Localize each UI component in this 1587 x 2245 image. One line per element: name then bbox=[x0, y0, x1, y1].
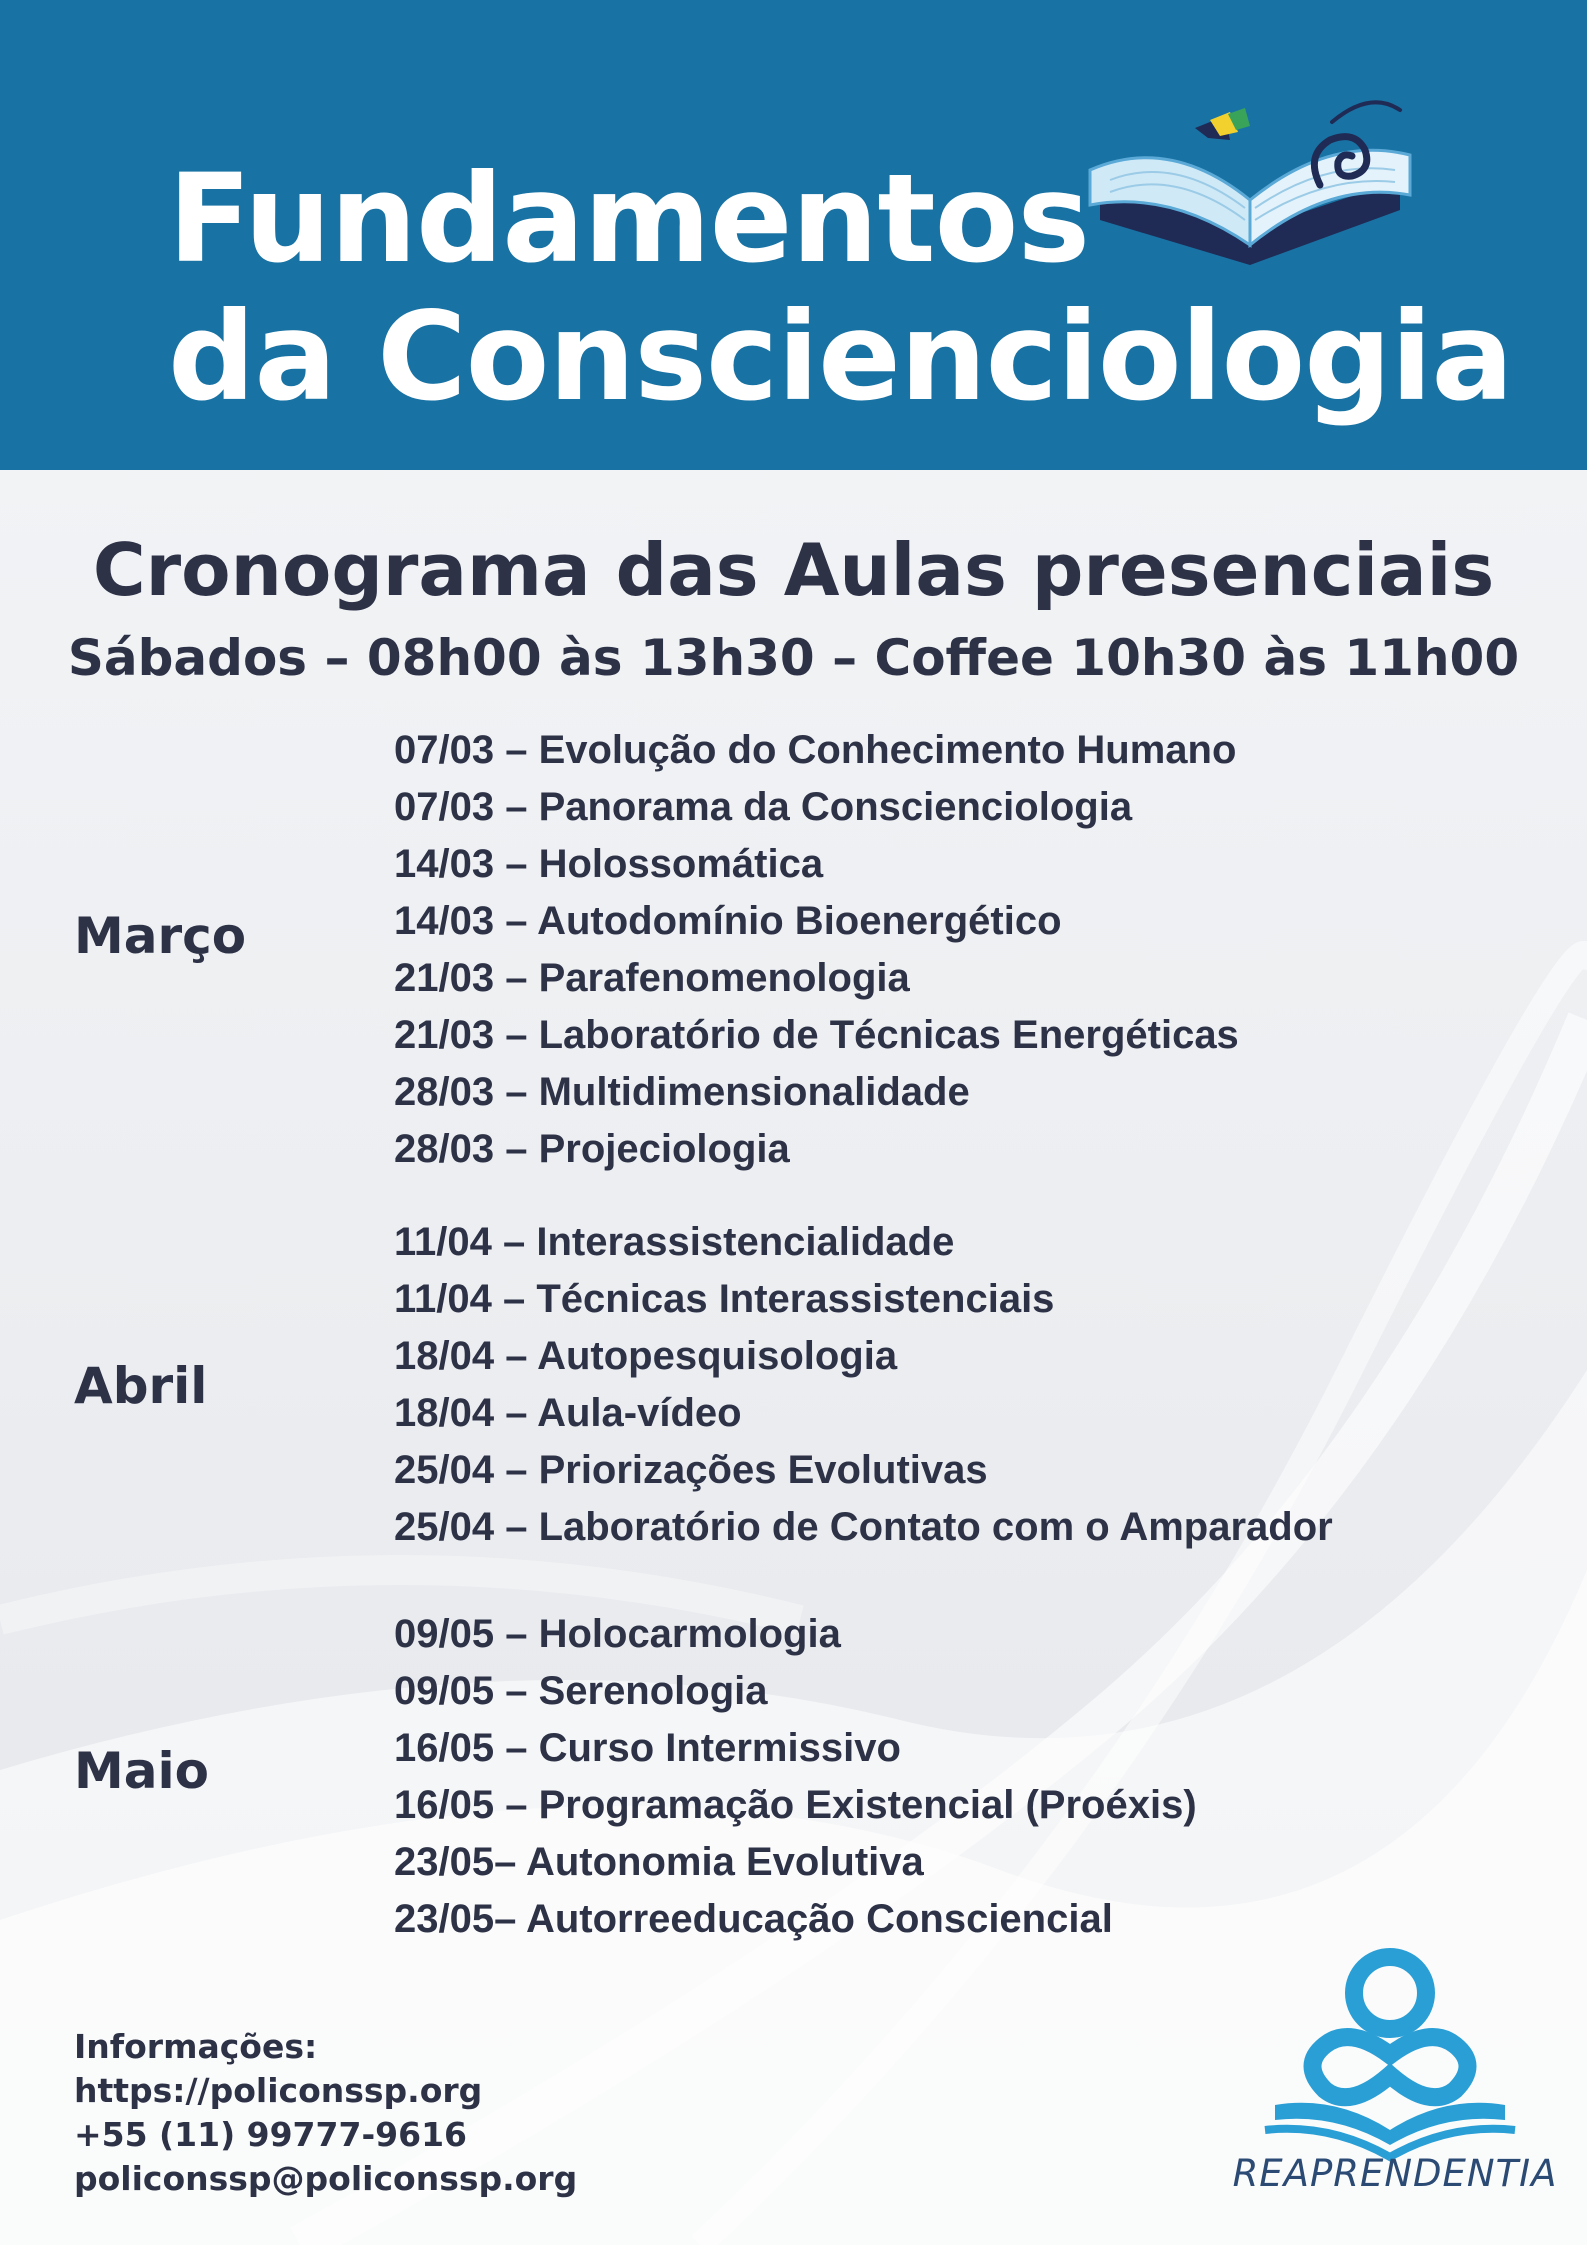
schedule-list-maio bbox=[394, 1606, 1197, 1948]
email-link[interactable]: policonssp@policonssp.org bbox=[74, 2159, 578, 2198]
class-item: 11/04 – Técnicas Interassistenciais bbox=[394, 1277, 1055, 1321]
schedule-time: Sábados – 08h00 às 13h30 – Coffee 10h30 às 11h00 bbox=[67, 629, 1520, 687]
reaprendentia-logo-icon bbox=[1255, 1945, 1525, 2165]
open-book-icon bbox=[1080, 80, 1420, 280]
month-label-maio: Maio bbox=[74, 1742, 209, 1800]
website-link[interactable]: https://policonssp.org bbox=[74, 2071, 483, 2110]
schedule-list-marco bbox=[394, 722, 1239, 1178]
month-label-abril: Abril bbox=[74, 1357, 208, 1415]
class-item: 21/03 – Parafenomenologia bbox=[394, 956, 910, 1000]
contact-info bbox=[74, 2025, 577, 2201]
class-item: 14/03 – Autodomínio Bioenergético bbox=[394, 899, 1062, 943]
class-item: 07/03 – Panorama da Conscienciologia bbox=[394, 785, 1133, 829]
phone-number: +55 (11) 99777-9616 bbox=[74, 2115, 467, 2154]
class-item: 14/03 – Holossomática bbox=[394, 842, 824, 886]
class-item: 07/03 – Evolução do Conhecimento Humano bbox=[394, 728, 1237, 772]
class-item: 16/05 – Programação Existencial (Proéxis) bbox=[394, 1783, 1197, 1827]
class-item: 16/05 – Curso Intermissivo bbox=[394, 1726, 901, 1770]
info-label: Informações: bbox=[74, 2027, 318, 2066]
title-line-1: Fundamentos bbox=[168, 148, 1090, 290]
month-label-marco: Março bbox=[74, 907, 247, 965]
class-item: 18/04 – Aula-vídeo bbox=[394, 1391, 742, 1435]
class-item: 25/04 – Priorizações Evolutivas bbox=[394, 1448, 988, 1492]
schedule-list-abril bbox=[394, 1214, 1333, 1556]
title-line-2: da Conscienciologia bbox=[168, 286, 1513, 428]
class-item: 28/03 – Projeciologia bbox=[394, 1127, 790, 1171]
class-item: 23/05– Autorreeducação Consciencial bbox=[394, 1897, 1113, 1941]
class-item: 23/05– Autonomia Evolutiva bbox=[394, 1840, 924, 1884]
class-item: 25/04 – Laboratório de Contato com o Amparador bbox=[394, 1505, 1333, 1549]
class-item: 21/03 – Laboratório de Técnicas Energéticas bbox=[394, 1013, 1239, 1057]
header-banner bbox=[0, 0, 1587, 470]
class-item: 09/05 – Serenologia bbox=[394, 1669, 768, 1713]
class-item: 09/05 – Holocarmologia bbox=[394, 1612, 841, 1656]
class-item: 28/03 – Multidimensionalidade bbox=[394, 1070, 970, 1114]
class-item: 18/04 – Autopesquisologia bbox=[394, 1334, 898, 1378]
class-item: 11/04 – Interassistencialidade bbox=[394, 1220, 955, 1264]
schedule-heading: Cronograma das Aulas presenciais bbox=[92, 528, 1495, 612]
brand-name: REAPRENDENTIA bbox=[1232, 2152, 1558, 2195]
